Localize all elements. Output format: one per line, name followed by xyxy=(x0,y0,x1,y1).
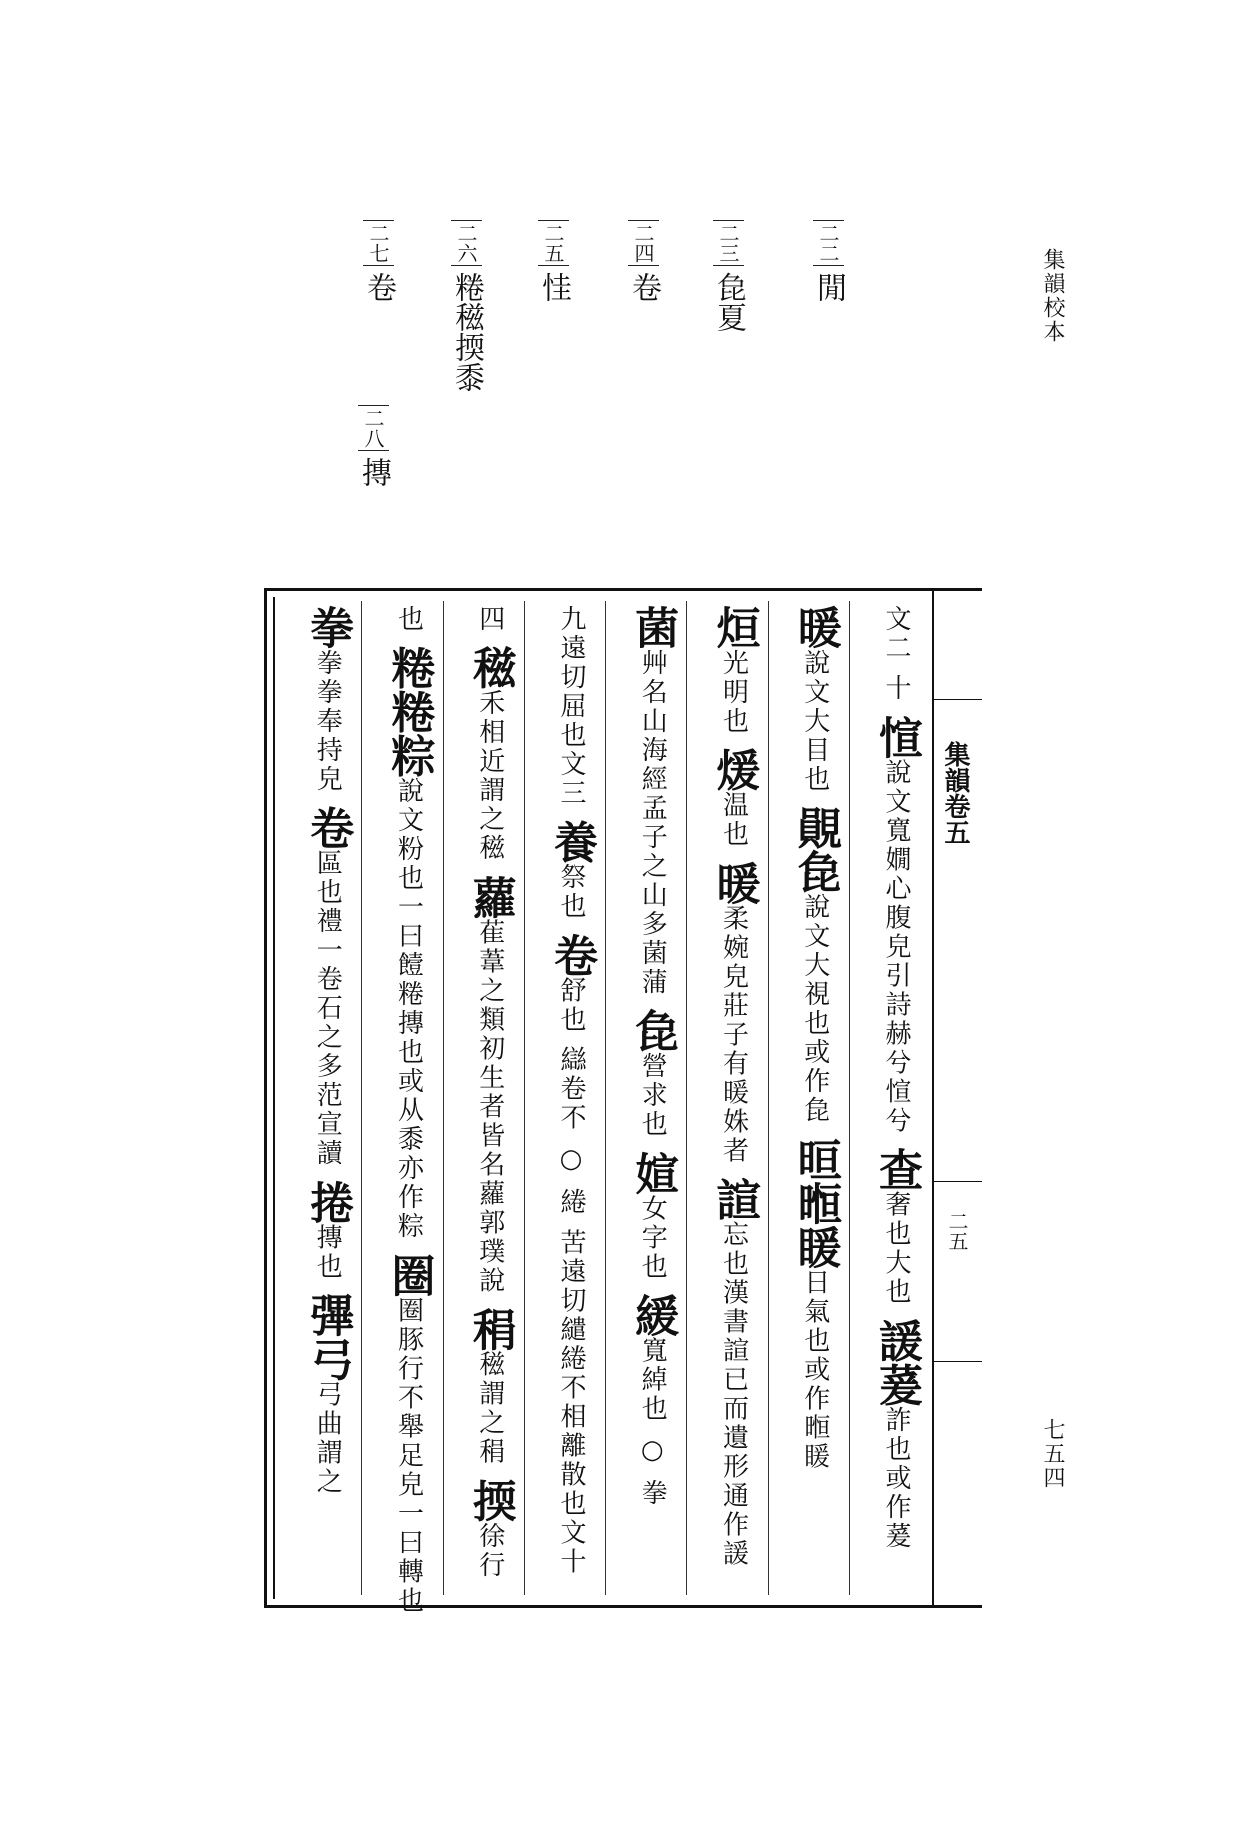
note-body: 䊎稵㨎黍 xyxy=(449,272,484,392)
woodblock-page xyxy=(264,588,982,1616)
note-number: 二四 xyxy=(628,220,659,266)
note-25 xyxy=(531,220,575,302)
note-body: 㤬 xyxy=(536,272,571,302)
note-23 xyxy=(706,220,750,332)
note-number: 二七 xyxy=(363,220,394,266)
page-number: 七五四 xyxy=(1040,1418,1065,1490)
text-column: 四 稵禾相近謂之稵 蘿萑葦之類初生者皆名蘿郭璞說 䅌稵謂之䅌 㨎徐行 xyxy=(443,601,524,1595)
note-body: 卷 xyxy=(361,272,396,302)
note-number: 二五 xyxy=(538,220,569,266)
collation-notes xyxy=(300,220,1000,560)
text-columns xyxy=(281,601,930,1616)
note-number: 二三 xyxy=(713,220,744,266)
text-column: 暖說文大目也 䚋㲋說文大視也或作㲋 晅暅䁔日氣也或作暅䁔 xyxy=(768,601,849,1595)
fishtail-title: 集韻卷五 xyxy=(940,741,970,845)
note-body: 閒 xyxy=(811,272,846,302)
fishtail-page: 二五 xyxy=(945,1211,969,1251)
note-28 xyxy=(351,405,395,487)
fishtail-margin xyxy=(932,591,982,1605)
note-26 xyxy=(444,220,488,392)
text-column: 拳拳拳奉持皃 卷區也禮一卷石之多范宣讀 捲摶也 彃弓弓曲謂之 xyxy=(302,605,354,1497)
book-title: 集韻校本 xyxy=(1040,248,1065,344)
note-number: 二八 xyxy=(358,405,389,451)
note-27 xyxy=(356,220,400,302)
note-body: 摶 xyxy=(356,457,391,487)
note-24 xyxy=(621,220,665,302)
text-column: 九遠切屈也文三 養祭也 卷舒也 䜌卷不 ○ 綣 苦遠切繾綣不相離散也文十 xyxy=(524,601,605,1595)
note-body: 㲋夏 xyxy=(711,272,746,332)
note-22 xyxy=(806,220,850,302)
text-column: 菌艸名山海經孟子之山多菌蒲 㲋營求也 媗女字也 緩寬綽也 ○ 拳 xyxy=(605,601,686,1595)
note-body: 卷 xyxy=(626,272,661,302)
text-column: 烜光明也 煖温也 暖柔婉皃莊子有暖姝者 諠忘也漢書諠已而遺形通作諼 xyxy=(686,601,767,1595)
note-number: 二二 xyxy=(813,220,844,266)
note-number: 二六 xyxy=(451,220,482,266)
text-column: 文二 十 愃說文寬嫺心腹皃引詩赫兮愃兮 查奢也大也 諼萲詐也或作萲 xyxy=(849,601,930,1595)
text-column: 也 䊎䊎粽說文粉也一曰饐䊎摶也或从黍亦作粽 圈圈豚行不舉足皃一曰轉也 xyxy=(361,601,442,1595)
